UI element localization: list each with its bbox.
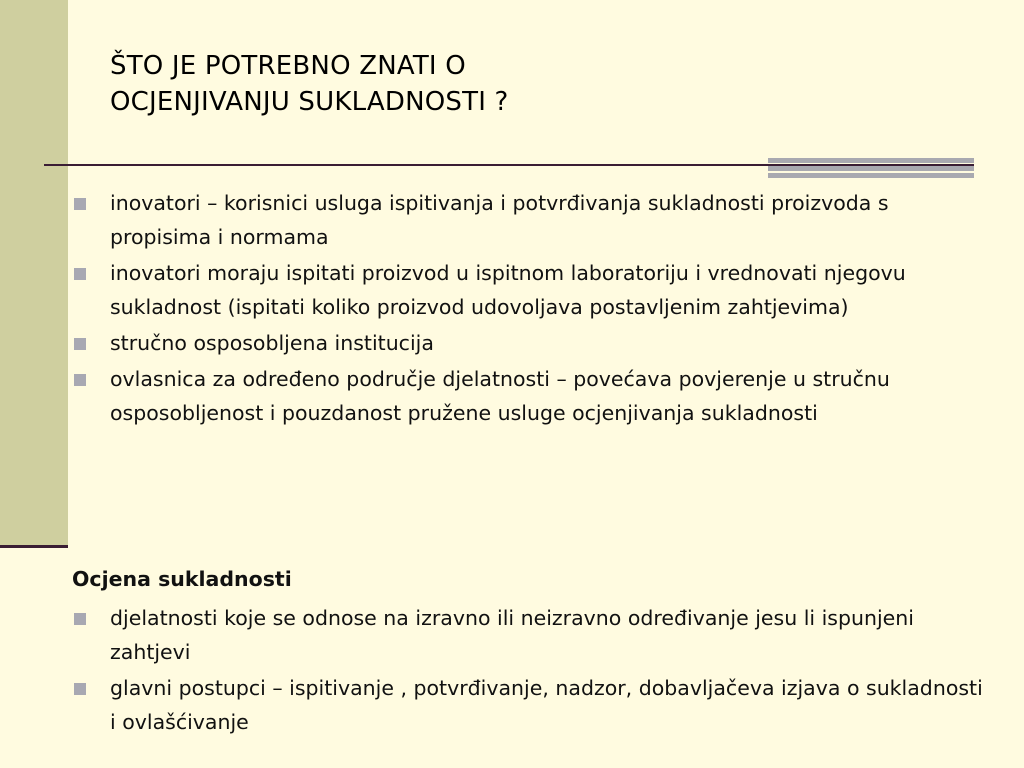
divider-stripe bbox=[768, 158, 974, 163]
bullet-item bbox=[72, 671, 992, 739]
slide-title bbox=[110, 48, 910, 120]
bullet-square-icon bbox=[74, 198, 86, 210]
bullet-text: glavni postupci – ispitivanje , potvrđivanje, nadzor, dobavljačeva izjava o sukladnosti i ovlašćivanje bbox=[110, 676, 983, 734]
bullet-text: inovatori – korisnici usluga ispitivanja i potvrđivanja sukladnosti proizvoda s propisima i normama bbox=[110, 191, 889, 249]
bullet-text: djelatnosti koje se odnose na izravno ili neizravno određivanje jesu li ispunjeni zahtjevi bbox=[110, 606, 914, 664]
bullet-item bbox=[72, 601, 992, 669]
bullet-list-top bbox=[72, 186, 992, 432]
divider-stripe bbox=[768, 166, 974, 171]
bullet-square-icon bbox=[74, 374, 86, 386]
bullet-text: stručno osposobljena institucija bbox=[110, 331, 434, 355]
bullet-square-icon bbox=[74, 268, 86, 280]
bullet-item bbox=[72, 362, 992, 430]
side-bar-decoration bbox=[0, 0, 68, 548]
bullet-item bbox=[72, 256, 992, 324]
divider-stripe bbox=[768, 173, 974, 178]
divider-stripes bbox=[768, 158, 974, 178]
section-heading: Ocjena sukladnosti bbox=[72, 567, 292, 591]
bullet-item bbox=[72, 326, 992, 360]
bullet-square-icon bbox=[74, 683, 86, 695]
bullet-text: ovlasnica za određeno područje djelatnosti – povećava povjerenje u stručnu osposobljenost i pouzdanost pružene usluge ocjenjivanja sukladnosti bbox=[110, 367, 890, 425]
title-line-2: OCJENJIVANJU SUKLADNOSTI ? bbox=[110, 87, 509, 117]
bullet-square-icon bbox=[74, 338, 86, 350]
bullet-text: inovatori moraju ispitati proizvod u ispitnom laboratoriju i vrednovati njegovu sukladnost (ispitati koliko proizvod udovoljava postavljenim zahtjevima) bbox=[110, 261, 906, 319]
bullet-square-icon bbox=[74, 613, 86, 625]
title-line-1: ŠTO JE POTREBNO ZNATI O bbox=[110, 51, 466, 81]
bullet-item bbox=[72, 186, 992, 254]
bullet-list-bottom bbox=[72, 601, 992, 741]
side-line-decoration bbox=[0, 545, 68, 548]
